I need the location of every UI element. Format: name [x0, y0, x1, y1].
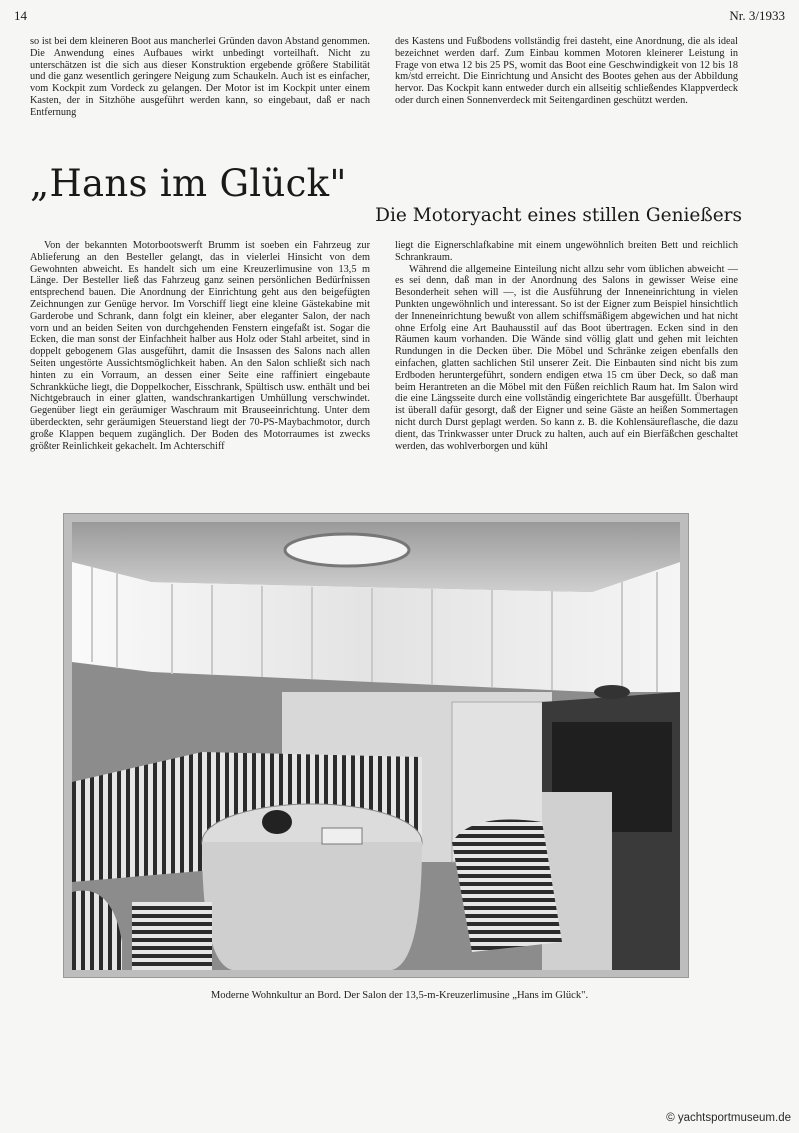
paragraph: Während die allgemeine Einteilung nicht allzu sehr vom üblichen abweicht — es sei denn, daß man in der Anordnung des Salons in gewisser Weise eine Besonderheit sehen will —, ist die Ausführung der Inneneinrichtung in vielen Punkten ungewöhnlich und interessant. So ist der Eigner zum Beispiel hinsichtlich der Inneneinrichtung bewußt von allem schiffsmäßigem abgewichen und hat nicht ohne Erfolg eine Art Bauhausstil auf das Boot übertragen. Ecken sind in den Räumen kaum vorhanden. Die Wände sind völlig glatt und gehen mit leichten Rundungen in die Decken über. Die Möbel und Schränke zeigen ebenfalls den einfachen, glatten sachlichen Stil unserer Zeit. Die Einbauten sind nicht bis zum Erdboden heruntergeführt, sondern endigen etwa 15 cm über Deck, so daß man beim Herantreten an die Möbel mit den Füßen reichlich Raum hat. Im Salon wird die eine Längsseite durch eine vollständig eingerichtete Bar ausgefüllt. Überhaupt ist überall dafür gesorgt, daß der Eigner und seine Gäste an heißen Sommertagen nicht durch Durst geplagt werden. So kann z. B. die Kohlensäureflasche, die dazu dient, das Trinkwasser unter Druck zu halten, auch auf ein Bierfäßchen geschaltet werden, das wohlverborgen und kühl [395, 263, 738, 452]
photo-caption: Moderne Wohnkultur an Bord. Der Salon der 13,5-m-Kreuzerlimusine „Hans im Glück". [210, 990, 589, 1001]
paragraph: des Kastens und Fußbodens vollständig frei dasteht, eine Anordnung, die als ideal bezeichnet werden darf. Zum Einbau kommen Motoren kleinerer Leistung in Frage von etwa 12 bis 25 PS, womit das Boot eine Geschwindigkeit von 12 bis 18 km/std erreicht. Die Einrichtung und Ansicht des Bootes gehen aus der Abbildung hervor. Das Kockpit kann entweder durch ein allseitig schließendes Klappverdeck oder durch einen Sonnenverdeck mit Seitengardinen geschützt werden. [395, 36, 738, 106]
previous-article-left-column [30, 36, 370, 119]
salon-photograph [63, 513, 689, 978]
paragraph: so ist bei dem kleineren Boot aus mancherlei Gründen davon Abstand genommen. Die Anwendung eines Aufbaues wirkt unbedingt vorteilhaft. Nicht zu unterschätzen ist die sich aus dieser Konstruktion ergebende größere Stabilität und die ganz wesentlich geringere Neigung zum Schaukeln. Auch ist es einfacher, vom Kockpit zum Vordeck zu gelangen. Der Motor ist im Kockpit unter einem Kasten, der in Sitzhöhe ausgeführt werden kann, so eingebaut, daß er nach Entfernung [30, 36, 370, 118]
page-number: 14 [14, 8, 27, 23]
previous-article-right-column [395, 36, 738, 107]
salon-interior-image [72, 522, 680, 970]
article-subtitle: Die Motoryacht eines stillen Genießers [375, 205, 742, 226]
copyright-watermark: © yachtsportmuseum.de [666, 1112, 791, 1124]
issue-number: Nr. 3/1933 [729, 8, 785, 23]
paragraph: Von der bekannten Motorbootswerft Brumm ist soeben ein Fahrzeug zur Ablieferung an den Besteller gelangt, das in vielerlei Hinsicht von dem Gewohnten abweicht. Es handelt sich um eine Kreuzerlimusine von 13,5 m Länge. Der Besteller ließ das Fahrzeug ganz seinen persönlichen Bedürfnissen entsprechend bauen. Die Anordnung der Einrichtung geht aus den beigefügten Zeichnungen zur Genüge hervor. Im Vorschiff liegt eine kleine Gästekabine mit Garderobe und Schrank, dann folgt ein kleiner, aber eleganter Salon, der nach vorn und an beiden Seiten von durchgehenden Fenstern eingefaßt ist. Sogar die Ecken, die man sonst der Einfachheit halber aus Holz oder Stahl arbeitet, sind in doppelt gebogenem Glas ausgeführt, damit die Insassen des Salons nach allen Seiten ungestörte Aussichtsmöglichkeit haben. An den Salon schließt sich nach hinten zu ein Vorraum, an dessen einer Seite eine raffiniert eingebaute Schrankküche liegt, die Doppelkocher, Eisschrank, Spültisch usw. enthält und bei Nichtgebrauch in einer glatten, wandschrankartigen Umhüllung verschwindet. Gegenüber liegt ein geräumiger Waschraum mit Brauseeinrichtung. Unter dem überdeckten, sehr geräumigen Steuerstand liegt der 70-PS-Maybachmotor, durch große Klappen bequem zugänglich. Der Boden des Motorraumes ist zwecks größter Reinlichkeit gekachelt. Im Achterschiff [30, 240, 370, 452]
article-right-column [395, 240, 738, 504]
paragraph: liegt die Eignerschlafkabine mit einem ungewöhnlich breiten Bett und reichlich Schrankraum. [395, 240, 738, 263]
article-left-column [30, 240, 370, 504]
article-title: „Hans im Glück" [30, 162, 347, 205]
